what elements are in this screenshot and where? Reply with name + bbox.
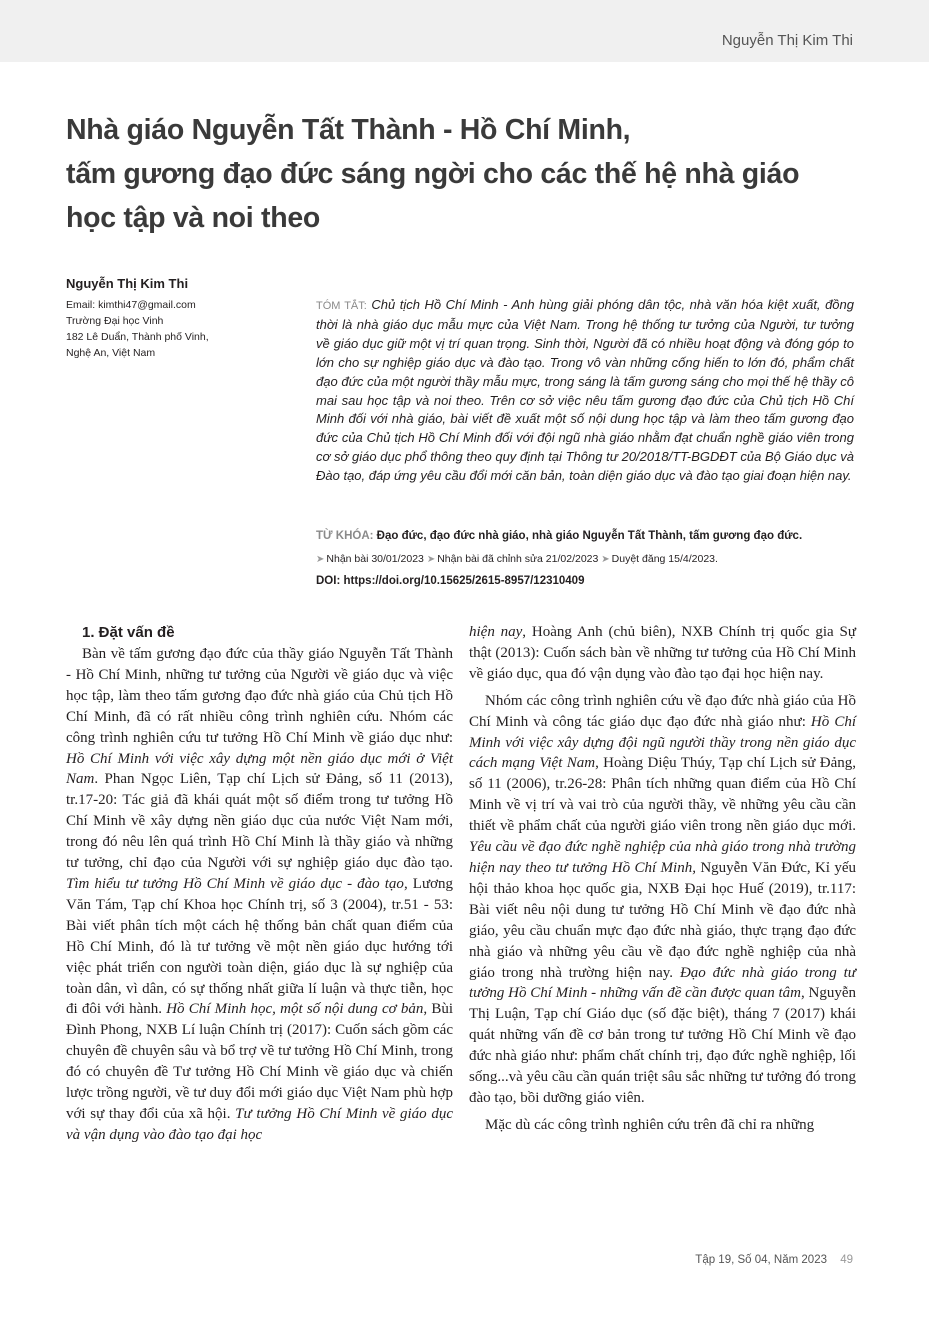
- date-revised: Nhận bài đã chỉnh sửa 21/02/2023: [437, 553, 599, 565]
- arrow-icon: ➤: [316, 554, 325, 565]
- author-org: Trường Đại học Vinh: [66, 315, 164, 327]
- keywords-label: TỪ KHÓA:: [316, 530, 374, 542]
- title-line-2: tấm gương đạo đức sáng ngời cho các thế hệ nhà giáo: [66, 158, 800, 190]
- article-dates: [316, 553, 856, 565]
- title-line-1: Nhà giáo Nguyễn Tất Thành - Hồ Chí Minh,: [66, 114, 631, 146]
- body-column-right: [469, 622, 856, 1136]
- author-address-1: 182 Lê Duẩn, Thành phố Vinh,: [66, 331, 209, 343]
- author-affiliation: [66, 297, 296, 361]
- page-number: 49: [840, 1254, 853, 1266]
- arrow-icon: ➤: [426, 554, 436, 565]
- body-paragraph: Mặc dù các công trình nghiên cứu trên đã chỉ ra những: [485, 1116, 815, 1133]
- body-paragraph: hiện nay, Hoàng Anh (chủ biên), NXB Chính trị quốc gia Sự thật (2013): Cuốn sách bàn về những tư tưởng của Hồ Chí Minh về giáo dục, qua đó vận dụng vào đào tạo đại học hiện nay.: [469, 624, 856, 682]
- abstract-label: TÓM TẮT:: [316, 300, 367, 312]
- date-accepted: Duyệt đăng 15/4/2023.: [611, 553, 718, 565]
- body-paragraph: Bàn về tấm gương đạo đức của thầy giáo Nguyễn Tất Thành - Hồ Chí Minh, những tư tưởng của Người về giáo dục và việc học tập, làm theo tấm gương đạo đức nhà giáo của Chủ tịch Hồ Chí Minh, đã có rất nhiều công trình nghiên cứu. Nhóm các công trình nghiên cứu tư tưởng Hồ Chí Minh về giáo dục như: Hồ Chí Minh với việc xây dựng một nền giáo dục mới ở Việt Nam. Phan Ngọc Liên, Tạp chí Lịch sử Đảng, số 11 (2013), tr.17-20: Tác giả đã khái quát một số điểm trong tư tưởng Hồ Chí Minh về xây dựng nền giáo dục của nước Việt Nam mới, trong đó nêu lên quá trình Hồ Chí Minh là thầy giáo và những tư tưởng, chỉ đạo của Người với sự nghiệp giáo dục đào tạo. Tìm hiểu tư tưởng Hồ Chí Minh về giáo dục - đào tạo, Lương Văn Tám, Tạp chí Khoa học Chính trị, số 3 (2004), tr.51 - 53: Bài viết phân tích một cách hệ thống bản chất quan điểm của Hồ Chí Minh, đó là tư tưởng về một nền giáo dục hướng tới việc phát triển con người toàn diện, giáo dục là sự nghiệp của toàn dân, vì dân, có sự thống nhất giữa lí luận và thực tiễn, học đi đôi với hành. Hồ Chí Minh học, một số nội dung cơ bản, Bùi Đình Phong, NXB Lí luận Chính trị (2017): Cuốn sách gồm các chuyên đề chuyên sâu và bổ trợ về tư tưởng Hồ Chí Minh, trong đó có chuyên đề Tư tưởng Hồ Chí Minh về giáo dục và chiến lược trồng người, về tư duy đổi mới giáo dục Việt Nam phù hợp với sự thay đổi của xã hội. Tư tưởng Hồ Chí Minh về giáo dục và vận dụng vào đào tạo đại học: [66, 646, 454, 1143]
- author-name: Nguyễn Thị Kim Thi: [66, 276, 189, 291]
- article-title: [66, 108, 886, 240]
- body-paragraph: Nhóm các công trình nghiên cứu về đạo đức nhà giáo của Hồ Chí Minh và công tác giáo dục đạo đức nhà giáo như: Hồ Chí Minh với việc xây dựng đội ngũ người thầy trong nền giáo dục cách mạng Việt Nam, Hoàng Diệu Thúy, Tạp chí Lịch sử Đảng, số 11 (2006), tr.26-28: Phân tích những quan điểm của Hồ Chí Minh về vị trí và vai trò của người thầy, về những yêu cầu cần thiết về phẩm chất của người giáo viên trong nền giáo dục mới. Yêu cầu về đạo đức nghề nghiệp của nhà giáo trong nhà trường hiện nay theo tư tưởng Hồ Chí Minh, Nguyễn Văn Đức, Kỉ yếu hội thảo khoa học quốc gia, NXB Đại học Huế (2019), tr.117: Bài viết nêu nội dung tư tưởng Hồ Chí Minh về đạo đức nhà giáo, yêu cầu chuẩn mực đạo đức nhà giáo, thực trạng đạo đức nhà giáo và những yêu cầu về đạo đức nghề nghiệp của nhà giáo trong nhà trường hiện nay. Đạo đức nhà giáo trong tư tưởng Hồ Chí Minh - những vấn đề cần được quan tâm, Nguyễn Thị Luận, Tạp chí Giáo dục (số đặc biệt), tháng 7 (2017) khái quát những vấn đề cơ bản trong tư tưởng Hồ Chí Minh về đạo đức nhà giáo như: phẩm chất chính trị, đạo đức nghề nghiệp, lối sống...và yêu cầu cần quán triệt sâu sắc những tư tưởng đó trong đào tạo, bồi dưỡng giáo viên.: [469, 692, 856, 1106]
- author-address-2: Nghệ An, Việt Nam: [66, 347, 156, 359]
- date-received: Nhận bài 30/01/2023: [326, 553, 424, 565]
- keywords: [316, 530, 856, 542]
- running-header-author: Nguyễn Thị Kim Thi: [721, 32, 853, 49]
- footer-issue: Tập 19, Số 04, Năm 2023: [695, 1254, 827, 1266]
- title-line-3: học tập và noi theo: [66, 202, 320, 234]
- body-column-left: [66, 622, 453, 1146]
- abstract-text: Chủ tịch Hồ Chí Minh - Anh hùng giải phóng dân tộc, nhà văn hóa kiệt xuất, đồng thời là nhà giáo dục mẫu mực của Việt Nam. Trong hệ thống tư tưởng của Người, tư tưởng về giáo dục giữ một vị trí quan trọng. Sinh thời, Người đã có nhiều hoạt động và đóng góp to lớn cho sự nghiệp giáo dục và đào tạo. Trong vô vàn những cống hiến to lớn đó, phẩm chất đạo đức của một người thầy mẫu mực, trong sáng là tấm gương sáng cho mọi thế hệ thầy cô mai sau học tập và noi theo. Trên cơ sở việc nêu tấm gương đạo đức của Chủ tịch Hồ Chí Minh đối với nhà giáo, bài viết đề xuất một số nội dung học tập và làm theo tấm gương đạo đức của Chủ tịch Hồ Chí Minh đối với đội ngũ nhà giáo nhằm đạt chuẩn nghề giáo viên trong cơ sở giáo dục phổ thông theo quy định tại Thông tư 20/2018/TT-BGDĐT của Bộ Giáo dục và Đào tạo, đáp ứng yêu cầu đổi mới căn bản, toàn diện giáo dục và đào tạo giai đoạn hiện nay.: [316, 297, 854, 484]
- author-email: Email: kimthi47@gmail.com: [66, 299, 196, 311]
- section-heading: 1. Đặt vấn đề: [82, 624, 175, 641]
- arrow-icon: ➤: [601, 554, 610, 565]
- abstract: [316, 296, 854, 486]
- keywords-text: Đạo đức, đạo đức nhà giáo, nhà giáo Nguyễn Tất Thành, tấm gương đạo đức.: [376, 530, 803, 542]
- header-bar: [0, 0, 929, 62]
- doi-link[interactable]: DOI: https://doi.org/10.15625/2615-8957/12310409: [316, 575, 585, 587]
